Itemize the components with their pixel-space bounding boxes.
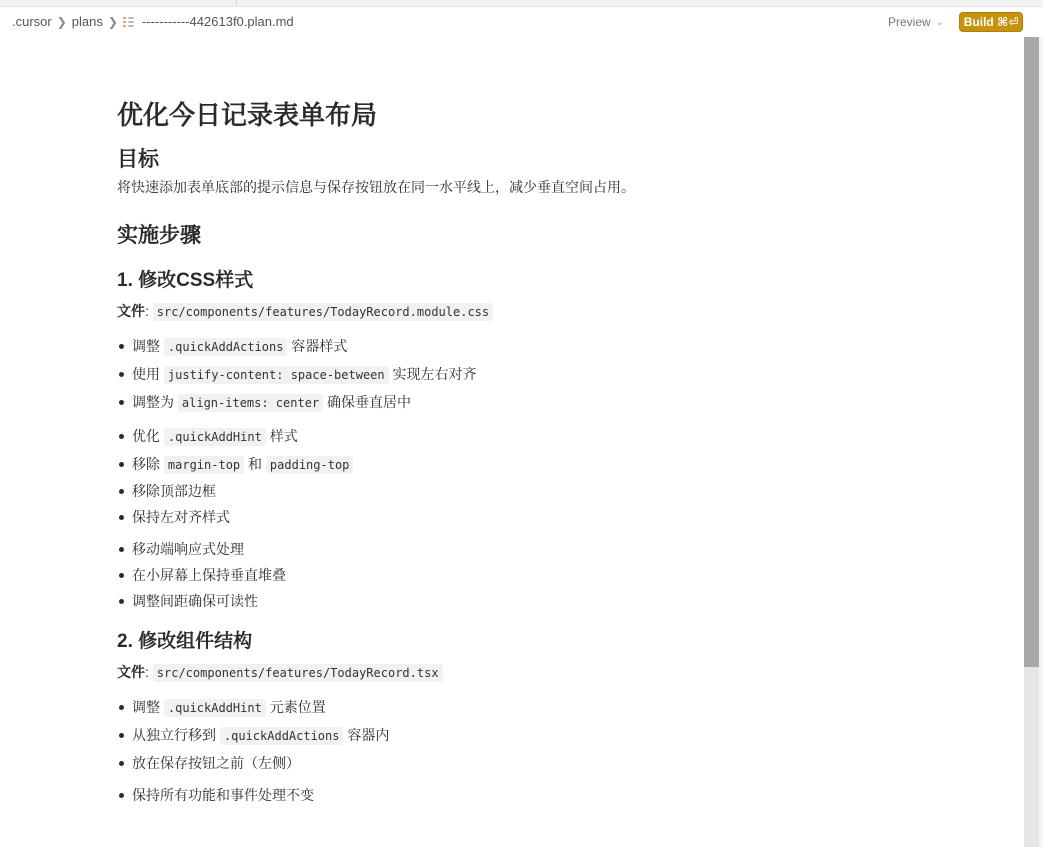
step2-file-line: 文件: src/components/features/TodayRecord.tsx	[117, 660, 997, 685]
chevron-right-icon: ❯	[107, 14, 118, 29]
list-item: 保持所有功能和事件处理不变	[132, 781, 997, 809]
step2-list-b	[117, 781, 997, 809]
tab-strip	[0, 0, 1043, 7]
markdown-preview	[117, 95, 997, 809]
step2-heading: 2. 修改组件结构	[117, 631, 253, 652]
step1-list-a	[117, 332, 997, 416]
breadcrumb-item-cursor[interactable]: .cursor	[12, 14, 52, 29]
step2-list-a	[117, 693, 997, 777]
tab-divider	[236, 0, 237, 6]
breadcrumb-item-plans[interactable]: plans	[71, 14, 103, 29]
build-button[interactable]: Build ⌘⏎	[959, 12, 1023, 32]
list-item: 移除 margin-top 和 padding-top	[132, 450, 997, 478]
list-item: 在小屏幕上保持垂直堆叠	[132, 562, 997, 588]
breadcrumb-item-file[interactable]: -----------442613f0.plan.md	[141, 14, 294, 29]
list-item: 调整间距确保可读性	[132, 588, 997, 614]
breadcrumb	[12, 14, 294, 29]
step1-file-line: 文件: src/components/features/TodayRecord.module.css	[117, 299, 997, 324]
list-item: 移动端响应式处理	[132, 536, 997, 562]
scrollbar-thumb[interactable]	[1024, 37, 1039, 667]
list-item: 放在保存按钮之前（左侧）	[132, 749, 997, 777]
list-item: 从独立行移到 .quickAddActions 容器内	[132, 721, 997, 749]
preview-dropdown[interactable]	[888, 15, 943, 29]
file-path: src/components/features/TodayRecord.tsx	[153, 664, 443, 682]
chevron-right-icon: ❯	[56, 14, 67, 29]
step1-list-c	[117, 536, 997, 614]
file-path: src/components/features/TodayRecord.module.css	[153, 303, 493, 321]
right-edge	[1039, 37, 1043, 847]
list-item: 保持左对齐样式	[132, 504, 997, 530]
goal-heading: 目标	[117, 148, 159, 171]
step1-heading: 1. 修改CSS样式	[117, 270, 254, 291]
step1-list-b	[117, 422, 997, 530]
editor-header	[0, 7, 1043, 37]
preview-label: Preview	[888, 15, 931, 29]
plan-file-icon	[123, 17, 134, 27]
steps-heading: 实施步骤	[117, 224, 201, 247]
file-label: 文件	[117, 303, 145, 319]
vertical-scrollbar[interactable]	[1024, 37, 1039, 847]
list-item: 调整 .quickAddActions 容器样式	[132, 332, 997, 360]
goal-text: 将快速添加表单底部的提示信息与保存按钮放在同一水平线上，减少垂直空间占用。	[117, 179, 635, 195]
list-item: 调整为 align-items: center 确保垂直居中	[132, 388, 997, 416]
list-item: 使用 justify-content: space-between 实现左右对齐	[132, 360, 997, 388]
list-item: 优化 .quickAddHint 样式	[132, 422, 997, 450]
chevron-down-icon: ⌄	[935, 16, 944, 27]
file-label: 文件	[117, 664, 145, 680]
page-title: 优化今日记录表单布局	[117, 100, 378, 130]
list-item: 调整 .quickAddHint 元素位置	[132, 693, 997, 721]
list-item: 移除顶部边框	[132, 478, 997, 504]
